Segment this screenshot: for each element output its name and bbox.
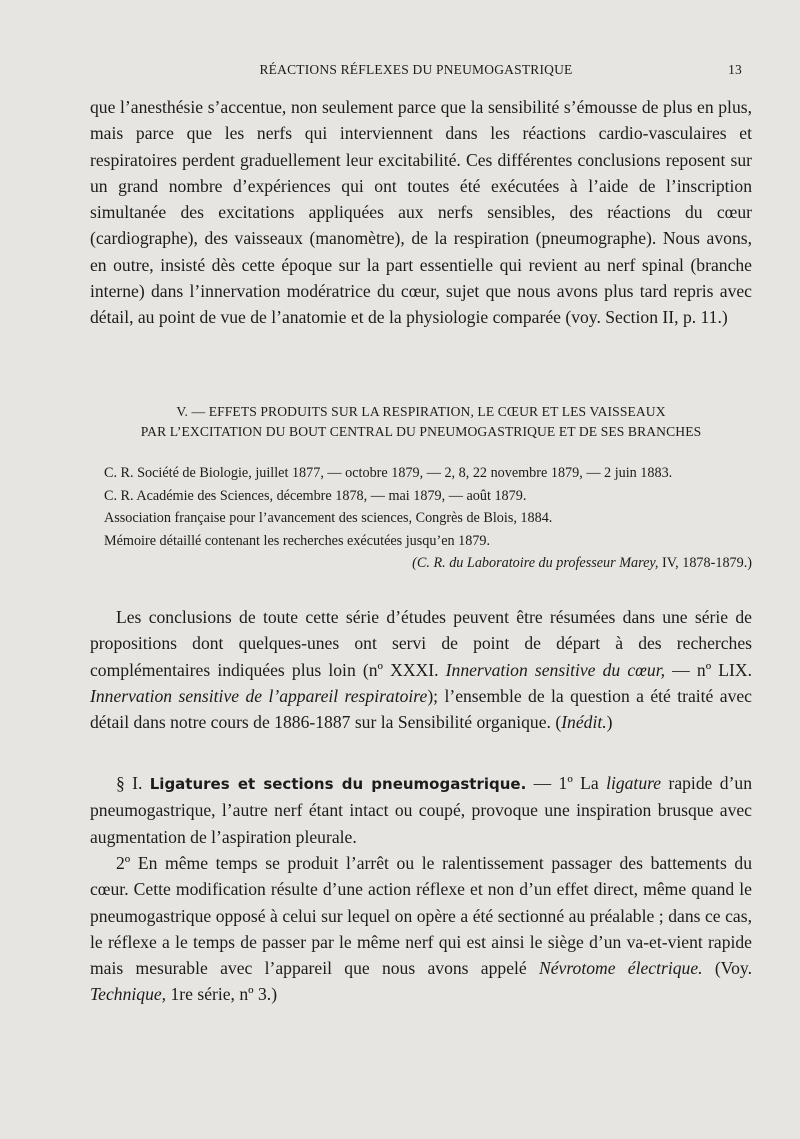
text-run: 1re série, nº 3.) bbox=[170, 984, 278, 1005]
reference-source bbox=[104, 552, 752, 575]
section-heading-line-1: V. — EFFETS PRODUITS SUR LA RESPIRATION, LE CŒUR ET LES VAISSEAUX bbox=[176, 404, 666, 419]
text-run: 2º En même temps se produit l’arrêt ou le ralentissement passager des battements du cœur. Cette modification résulte d’une action réflexe et non d’un effet direct, même quand le pneumogastrique opposé à celui sur lequel on opère a été sectionné au préalable ; dans ce cas, le réflexe a le temps de passer par le même nerf qui est ainsi le siège d’un va-et-vient rapide mais mesurable avec l’appareil que nous avons appelé bbox=[90, 853, 752, 979]
text-run: (Voy. bbox=[714, 958, 752, 979]
italic-run: ligature bbox=[606, 773, 662, 793]
intro-text bbox=[90, 94, 752, 331]
text-run: ); l’ensemble de la question a été traité avec détail dans notre cours de 1886-1887 sur la Sensibilité organique. ( bbox=[90, 685, 752, 733]
reference-source-roman: IV, 1878-1879.) bbox=[662, 555, 752, 571]
section-heading bbox=[90, 402, 752, 442]
italic-run: Névrotome électrique. bbox=[538, 958, 703, 979]
reference-item: Association française pour l’avancement des sciences, Congrès de Blois, 1884. bbox=[104, 510, 553, 526]
page-number: 13 bbox=[728, 62, 742, 77]
ligatures-paragraph bbox=[90, 770, 752, 850]
conclusions-paragraph bbox=[90, 604, 752, 735]
text-run: rapide d’un pneumogastrique, l’autre nerf étant intact ou coupé, provoque une inspiration brusque avec augmentation de l’aspiration pleurale. bbox=[90, 773, 753, 847]
italic-run: Innervation sensitive du cœur, bbox=[445, 659, 666, 680]
heart-paragraph bbox=[90, 850, 752, 1008]
italic-run: Technique, bbox=[90, 984, 167, 1005]
italic-run: Inédit. bbox=[561, 712, 607, 733]
reference-item: Mémoire détaillé contenant les recherches exécutées jusqu’en 1879. bbox=[104, 532, 491, 549]
conclusions-text bbox=[90, 604, 752, 735]
section-heading-line-2: PAR L’EXCITATION DU BOUT CENTRAL DU PNEUMOGASTRIQUE ET DE SES BRANCHES bbox=[140, 424, 702, 439]
running-header bbox=[90, 62, 742, 82]
italic-run: Innervation sensitive de l’appareil respiratoire bbox=[90, 685, 428, 706]
intro-paragraph: que l’anesthésie s’accentue, non seulement parce que la sensibilité s’émousse de plus en plus, mais parce que les nerfs qui interviennent dans les réactions cardio-vasculaires et respiratoires perdent graduellement leur excitabilité. Ces différentes conclusions reposent sur un grand nombre d’expériences qui ont toutes été exécutées à l’aide de l’inscription simultanée des excitations appliquées aux nerfs sensibles, des réactions du cœur (cardiographe), des vaisseaux (manomètre), de la respiration (pneumographe). Nous avons, en outre, insisté dès cette époque sur la part essentielle qui revient au nerf spinal (branche interne) dans l’innervation modératrice du cœur, sujet que nous avons plus tard repris avec détail, au point de vue de l’anatomie et de la physiologie comparée (voy. Section II, p. 11.) bbox=[90, 97, 752, 328]
paragraph-section-I bbox=[90, 770, 752, 850]
section-marker: § I. bbox=[116, 773, 143, 793]
reference-item: C. R. Académie des Sciences, décembre 1878, — mai 1879, — août 1879. bbox=[104, 487, 527, 504]
subsection-title: Ligatures et sections du pneumogastrique. bbox=[149, 775, 527, 793]
text-run: ) bbox=[606, 712, 613, 733]
reference-item: C. R. Société de Biologie, juillet 1877, — octobre 1879, — 2, 8, 22 novembre 1879, — 2 juin 1883. bbox=[104, 465, 673, 481]
running-title: RÉACTIONS RÉFLEXES DU PNEUMOGASTRIQUE bbox=[259, 62, 573, 77]
paragraph-2 bbox=[90, 850, 752, 1008]
text-run: — nº LIX. bbox=[672, 659, 753, 680]
text-run: Les conclusions de toute cette série d’études peuvent être résumées dans une série de propositions dont quelques-unes ont servi de point de départ à des recherches complémentaires indiquées plus loin (nº XXXI. bbox=[90, 607, 752, 680]
text-run: — 1º La bbox=[533, 773, 599, 793]
reference-list bbox=[104, 462, 752, 575]
reference-source-italic: (C. R. du Laboratoire du professeur Marey, bbox=[412, 555, 659, 571]
